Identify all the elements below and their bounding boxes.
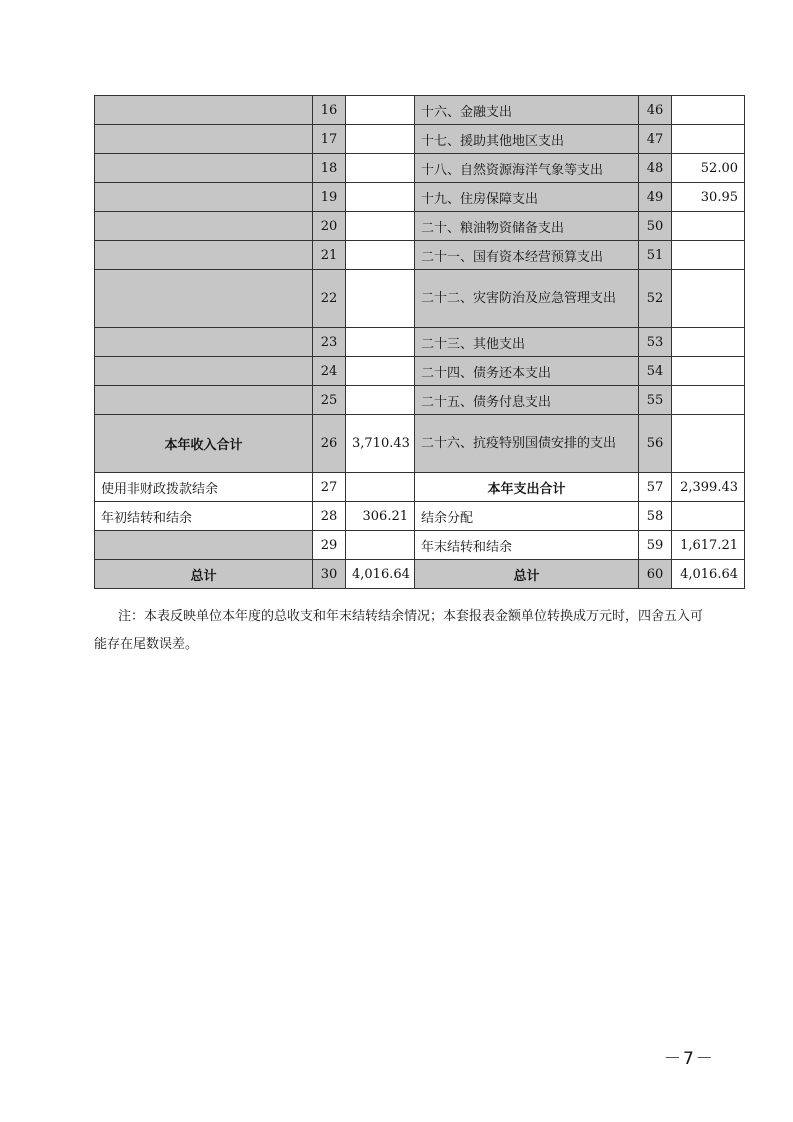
left-amount bbox=[346, 270, 415, 328]
right-item-cell: 二十、粮油物资储备支出 bbox=[415, 212, 639, 241]
table-row bbox=[95, 473, 745, 502]
table-footnote: 注：本表反映单位本年度的总收支和年末结转结余情况；本套报表金额单位转换成万元时，四舍五入可能存在尾数误差。 bbox=[94, 609, 704, 652]
right-row-number: 59 bbox=[639, 531, 672, 560]
grand-total-income: 4,016.64 bbox=[346, 560, 415, 589]
right-row-number: 51 bbox=[639, 241, 672, 270]
table-row bbox=[95, 183, 745, 212]
left-row-number: 20 bbox=[313, 212, 346, 241]
table-row bbox=[95, 96, 745, 125]
left-amount bbox=[346, 473, 415, 502]
income-subtotal-amount: 3,710.43 bbox=[346, 415, 415, 473]
right-item-cell: 十六、金融支出 bbox=[415, 96, 639, 125]
table-row bbox=[95, 212, 745, 241]
right-row-number: 48 bbox=[639, 154, 672, 183]
left-row-number: 28 bbox=[313, 502, 346, 531]
table-row bbox=[95, 531, 745, 560]
table-row bbox=[95, 154, 745, 183]
left-item-cell bbox=[95, 154, 313, 183]
right-item-cell: 二十四、债务还本支出 bbox=[415, 357, 639, 386]
left-amount bbox=[346, 212, 415, 241]
left-amount bbox=[346, 154, 415, 183]
left-amount bbox=[346, 125, 415, 154]
right-amount bbox=[672, 212, 745, 241]
right-amount bbox=[672, 270, 745, 328]
left-row-number: 22 bbox=[313, 270, 346, 328]
left-item-cell bbox=[95, 270, 313, 328]
left-row-number: 21 bbox=[313, 241, 346, 270]
right-row-number: 55 bbox=[639, 386, 672, 415]
expenditure-subtotal-amount: 2,399.43 bbox=[672, 473, 745, 502]
right-item-cell: 二十三、其他支出 bbox=[415, 328, 639, 357]
right-item-cell: 十八、自然资源海洋气象等支出 bbox=[415, 154, 639, 183]
grand-total-label: 总计 bbox=[415, 560, 639, 589]
right-amount: 52.00 bbox=[672, 154, 745, 183]
right-item-cell: 二十一、国有资本经营预算支出 bbox=[415, 241, 639, 270]
right-row-number: 58 bbox=[639, 502, 672, 531]
grand-total-expenditure: 4,016.64 bbox=[672, 560, 745, 589]
right-amount bbox=[672, 96, 745, 125]
right-amount: 1,617.21 bbox=[672, 531, 745, 560]
left-item-cell: 年初结转和结余 bbox=[95, 502, 313, 531]
left-row-number: 16 bbox=[313, 96, 346, 125]
left-row-number: 29 bbox=[313, 531, 346, 560]
right-item-cell: 年末结转和结余 bbox=[415, 531, 639, 560]
right-amount bbox=[672, 125, 745, 154]
table-row bbox=[95, 125, 745, 154]
income-subtotal-label: 本年收入合计 bbox=[95, 415, 313, 473]
left-row-number: 24 bbox=[313, 357, 346, 386]
right-item-cell: 二十五、债务付息支出 bbox=[415, 386, 639, 415]
right-amount bbox=[672, 328, 745, 357]
right-amount bbox=[672, 415, 745, 473]
right-row-number: 56 bbox=[639, 415, 672, 473]
left-amount bbox=[346, 328, 415, 357]
right-item-cell: 二十二、灾害防治及应急管理支出 bbox=[415, 270, 639, 328]
right-item-cell: 十七、援助其他地区支出 bbox=[415, 125, 639, 154]
right-amount bbox=[672, 386, 745, 415]
left-row-number: 30 bbox=[313, 560, 346, 589]
left-row-number: 23 bbox=[313, 328, 346, 357]
expenditure-subtotal-label: 本年支出合计 bbox=[415, 473, 639, 502]
right-row-number: 47 bbox=[639, 125, 672, 154]
left-row-number: 26 bbox=[313, 415, 346, 473]
left-row-number: 19 bbox=[313, 183, 346, 212]
right-amount bbox=[672, 241, 745, 270]
left-amount bbox=[346, 386, 415, 415]
left-amount bbox=[346, 357, 415, 386]
left-item-cell bbox=[95, 241, 313, 270]
table-row bbox=[95, 386, 745, 415]
table-row bbox=[95, 502, 745, 531]
left-item-cell bbox=[95, 183, 313, 212]
left-item-cell bbox=[95, 212, 313, 241]
left-item-cell bbox=[95, 125, 313, 154]
right-item-cell: 二十六、抗疫特别国债安排的支出 bbox=[415, 415, 639, 473]
right-row-number: 54 bbox=[639, 357, 672, 386]
right-row-number: 52 bbox=[639, 270, 672, 328]
right-amount bbox=[672, 357, 745, 386]
right-amount: 30.95 bbox=[672, 183, 745, 212]
left-row-number: 17 bbox=[313, 125, 346, 154]
right-item-cell: 十九、住房保障支出 bbox=[415, 183, 639, 212]
left-row-number: 27 bbox=[313, 473, 346, 502]
table-row bbox=[95, 241, 745, 270]
right-row-number: 60 bbox=[639, 560, 672, 589]
left-amount bbox=[346, 241, 415, 270]
left-amount bbox=[346, 183, 415, 212]
grand-total-label: 总计 bbox=[95, 560, 313, 589]
right-row-number: 50 bbox=[639, 212, 672, 241]
left-item-cell bbox=[95, 386, 313, 415]
right-row-number: 53 bbox=[639, 328, 672, 357]
right-amount bbox=[672, 502, 745, 531]
table-row bbox=[95, 560, 745, 589]
left-item-cell bbox=[95, 96, 313, 125]
right-item-cell: 结余分配 bbox=[415, 502, 639, 531]
table-row bbox=[95, 270, 745, 328]
right-row-number: 49 bbox=[639, 183, 672, 212]
income-expenditure-table bbox=[94, 95, 745, 589]
left-item-cell bbox=[95, 357, 313, 386]
left-amount: 306.21 bbox=[346, 502, 415, 531]
left-item-cell bbox=[95, 531, 313, 560]
table-row bbox=[95, 415, 745, 473]
table-row bbox=[95, 328, 745, 357]
right-row-number: 46 bbox=[639, 96, 672, 125]
right-row-number: 57 bbox=[639, 473, 672, 502]
left-row-number: 25 bbox=[313, 386, 346, 415]
left-item-cell: 使用非财政拨款结余 bbox=[95, 473, 313, 502]
left-amount bbox=[346, 96, 415, 125]
page-number: －7－ bbox=[664, 1049, 715, 1069]
left-item-cell bbox=[95, 328, 313, 357]
left-amount bbox=[346, 531, 415, 560]
left-row-number: 18 bbox=[313, 154, 346, 183]
table-row bbox=[95, 357, 745, 386]
